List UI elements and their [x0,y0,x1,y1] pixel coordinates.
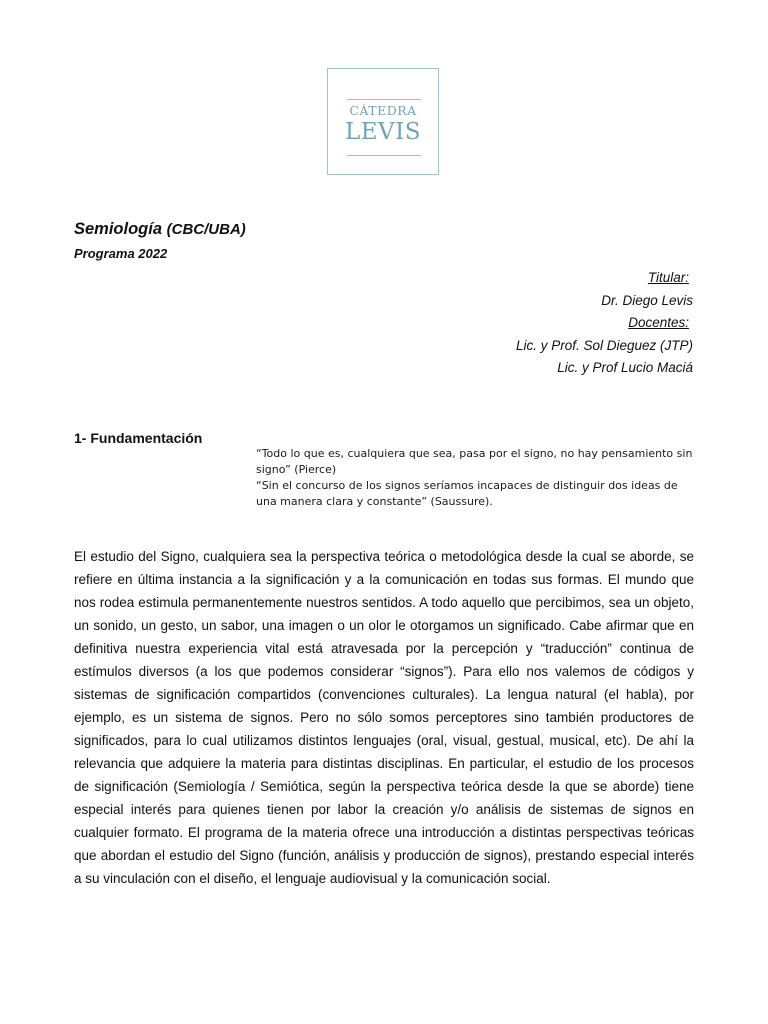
epigraph-quotes [256,446,696,510]
logo-text-levis: LEVIS [344,119,421,145]
titular-name: Dr. Diego Levis [601,292,693,308]
docentes-label: Docentes: [628,315,689,330]
section-heading: 1- Fundamentación [74,430,203,446]
program-year: Programa 2022 [74,246,168,261]
logo-bottom-rule [347,155,421,156]
staff-block [516,267,693,380]
logo-text-catedra: CÁTEDRA [349,103,417,118]
course-title [74,220,246,239]
quote-saussure: “Sin el concurso de los signos seríamos incapaces de distinguir dos ideas de una manera clara y constante” (Saussure). [256,479,678,508]
quote-pierce: “Todo lo que es, cualquiera que sea, pasa por el signo, no hay pensamiento sin signo” (Pierce) [256,447,693,476]
catedra-levis-logo [327,68,439,175]
docente-item: Lic. y Prof. Sol Dieguez (JTP) [515,337,693,353]
titular-label: Titular: [647,270,689,285]
docente-item: Lic. y Prof Lucio Maciá [557,360,693,375]
course-title-main: Semiología [74,220,163,238]
course-title-sub: (CBC/UBA) [166,221,246,238]
logo-top-rule [347,99,421,100]
body-paragraph: El estudio del Signo, cualquiera sea la perspectiva teórica o metodológica desde la cual se aborde, se refiere en última instancia a la significación y a la comunicación en todas sus formas. El mundo que nos rodea estimula permanentemente nuestros sentidos. A todo aquello que percibimos, sea un objeto, un sonido, un gesto, un sabor, una imagen o un olor le otorgamos un significado. Cabe afirmar que en definitiva nuestra experiencia vital está atravesada por la percepción y “traducción” continua de estímulos diversos (a los que podemos considerar “signos”). Para ello nos valemos de códigos y sistemas de significación compartidos (convenciones culturales). La lengua natural (el habla), por ejemplo, es un sistema de signos. Pero no sólo somos perceptores sino también productores de significados, para lo cual utilizamos distintos lenguajes (oral, visual, gestual, musical, etc). De ahí la relevancia que adquiere la materia para distintas disciplinas. En particular, el estudio de los procesos de significación (Semiología / Semiótica, según la perspectiva teórica desde la que se aborde) tiene especial interés para quienes tienen por labor la creación y/o análisis de sistemas de signos en cualquier formato. El programa de la materia ofrece una introducción a distintas perspectivas teóricas que abordan el estudio del Signo (función, análisis y producción de signos), prestando especial interés a su vinculación con el diseño, el lenguaje audiovisual y la comunicación social. [74,549,694,886]
